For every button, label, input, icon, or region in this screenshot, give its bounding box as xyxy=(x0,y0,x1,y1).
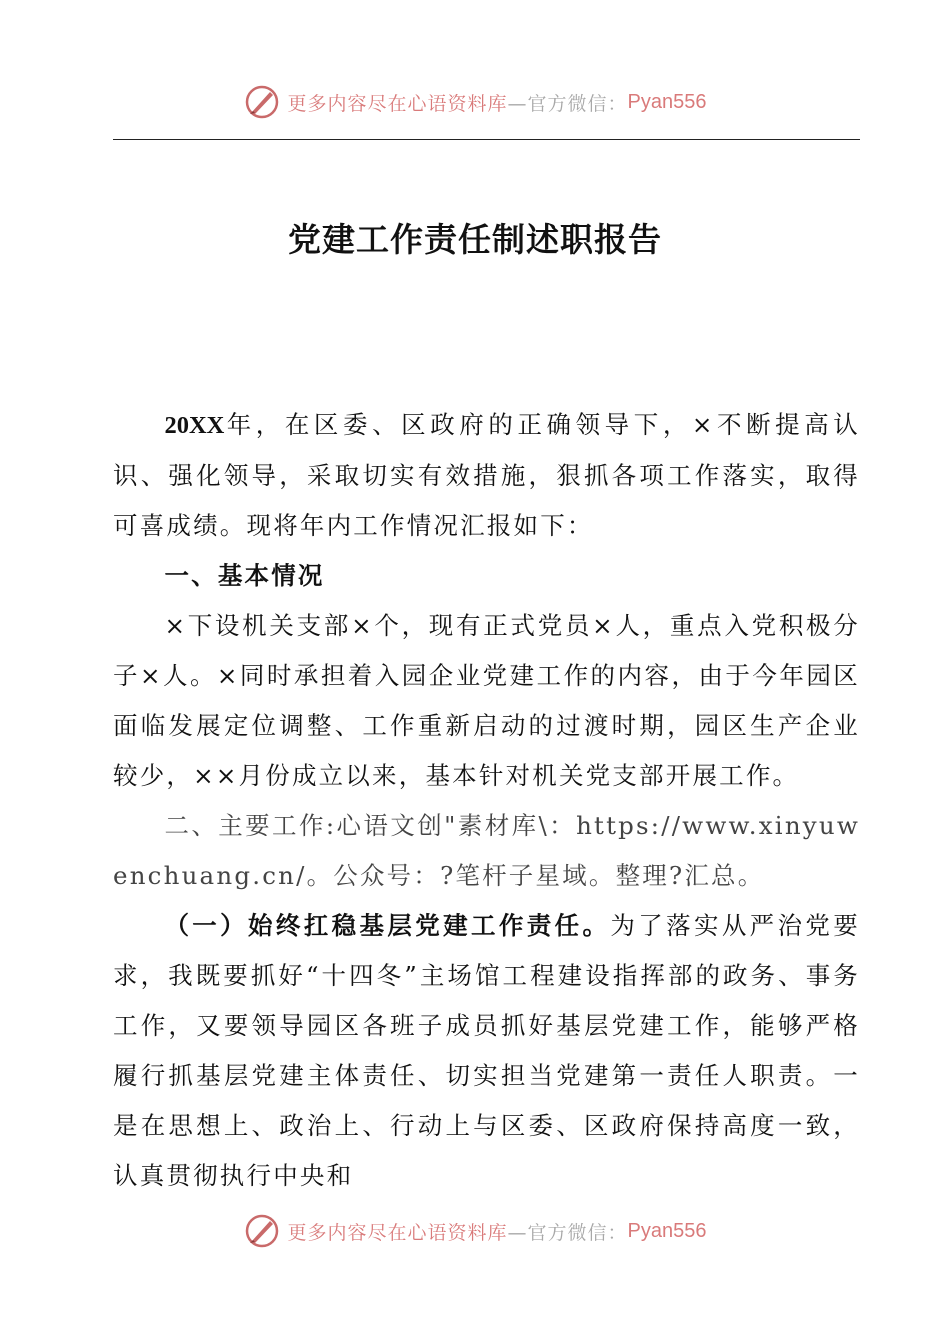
footer-wechat-id: Pyan556 xyxy=(627,1219,707,1242)
intro-paragraph xyxy=(113,400,860,551)
footer-wechat-label: —官方微信： xyxy=(507,1221,628,1244)
brand-logo-icon xyxy=(244,1213,280,1249)
section1-heading: 一、基本情况 xyxy=(164,561,325,590)
sub1-heading: （一）始终扛稳基层党建工作责任。 xyxy=(164,911,611,940)
sub1-paragraph xyxy=(113,901,860,1201)
footer-brand-text: 更多内容尽在心语资料库 xyxy=(287,1221,508,1244)
header-watermark xyxy=(0,84,950,120)
section2-heading: 二、主要工作:心语文创"素材库\：https://www.xinyuwenchuang.cn/。公众号：?笔杆子星域。整理?汇总。 xyxy=(113,811,860,890)
header-wechat-label: —官方微信： xyxy=(507,92,628,115)
intro-text: 年，在区委、区政府的正确领导下，×不断提高认识、强化领导，采取切实有效措施，狠抓各项工作落实，取得可喜成绩。现将年内工作情况汇报如下： xyxy=(113,410,860,540)
header-wechat-id: Pyan556 xyxy=(627,90,707,113)
document-title: 党建工作责任制述职报告 xyxy=(288,220,662,259)
footer-watermark xyxy=(0,1213,950,1249)
sub1-body: 为了落实从严治党要求，我既要抓好“十四冬”主场馆工程建设指挥部的政务、事务工作，又要领导园区各班子成员抓好基层党建工作，能够严格履行抓基层党建主体责任、切实担当党建第一责任人职责。一是在思想上、政治上、行动上与区委、区政府保持高度一致，认真贯彻执行中央和 xyxy=(113,911,860,1190)
section1-body: ×下设机关支部×个，现有正式党员×人，重点入党积极分子×人。×同时承担着入园企业党建工作的内容，由于今年园区面临发展定位调整、工作重新启动的过渡时期，园区生产企业较少，××月份成立以来，基本针对机关党支部开展工作。 xyxy=(113,611,860,790)
header-brand-text: 更多内容尽在心语资料库 xyxy=(287,92,508,115)
document-body xyxy=(113,400,860,1201)
brand-logo-icon xyxy=(244,84,280,120)
header-divider xyxy=(113,139,860,140)
intro-year: 20XX xyxy=(164,412,225,439)
